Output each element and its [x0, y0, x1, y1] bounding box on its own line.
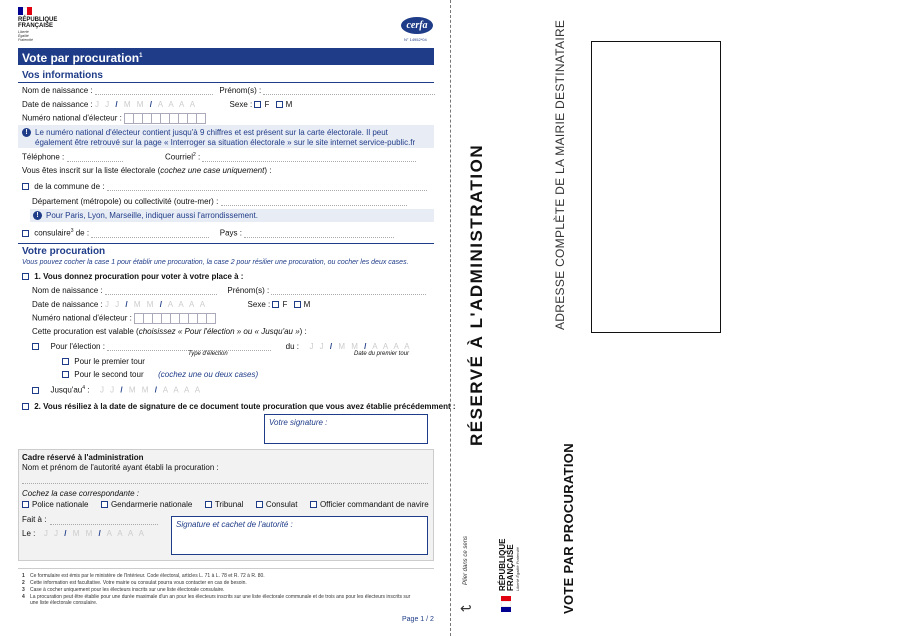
fait-a-row: Fait à : [22, 515, 47, 524]
date-naissance-input[interactable]: J J / M M / A A A A [94, 100, 198, 109]
section-divider [18, 82, 434, 83]
admin-date-input[interactable]: J J / M M / A A A A [43, 529, 146, 538]
second-tour-checkbox[interactable] [62, 371, 69, 378]
admin-title: Cadre réservé à l'administration [22, 453, 144, 462]
plier-label: Plier dans ce sens [463, 535, 469, 585]
departement-row: Département (métropole) ou collectivité (outre-mer) : [32, 197, 407, 206]
nne-row: Numéro national d'électeur : [22, 113, 206, 124]
footnote-4: 4 La procuration peut être établie pour une durée maximale d'un an pour les électeurs inscrits sur une liste électorale communale et de trois ans pour les électeurs inscrits sur [22, 594, 411, 600]
consulat-checkbox[interactable] [256, 501, 263, 508]
departement-input[interactable] [221, 197, 407, 206]
inscrit-row: Vous êtes inscrit sur la liste électorale (cochez une case uniquement) : [22, 166, 272, 175]
arrondissement-info: ! Pour Paris, Lyon, Marseille, indiquer aussi l'arrondissement. [33, 211, 258, 220]
procuration-instructions: Vous pouvez cocher la case 1 pour établir une procuration, la case 2 pour résilier une procuration, ou cocher les deux cases. [22, 259, 409, 266]
adresse-mairie-label: ADRESSE COMPLÈTE DE LA MAIRIE DESTINATAIRE [553, 19, 567, 330]
courriel-input[interactable] [202, 153, 416, 162]
gendarmerie-checkbox[interactable] [101, 501, 108, 508]
nom-row: Nom de naissance : Prénom(s) : [22, 86, 435, 95]
vote-par-procuration-label: VOTE PAR PROCURATION [561, 443, 576, 614]
autorite-options: Police nationale Gendarmerie nationale Tribunal Consulat Officier commandant de navire [22, 500, 429, 509]
form-title: Vote par procuration$^1$ [18, 48, 434, 65]
sexe-f-checkbox[interactable] [254, 101, 261, 108]
page-number: Page 1 / 2 [402, 616, 434, 623]
footnote-4-cont: une liste électorale consulaire. [30, 600, 98, 606]
pays-input[interactable] [244, 229, 394, 238]
valable-row: Cette procuration est valable (choisissez « Pour l'élection » ou « Jusqu'au ») : [32, 327, 307, 336]
mandataire-nne-input[interactable] [134, 313, 216, 324]
date-premier-tour-caption: Date du premier tour [354, 351, 410, 357]
date-row: Date de naissance : J J / M M / A A A A Sexe : F M [22, 100, 293, 109]
autorite-label: Nom et prénom de l'autorité ayant établi la procuration : [22, 463, 219, 472]
info-text: ! Le numéro national d'électeur contient jusqu'à 9 chiffres et est présent sur la carte électorale. Il peut [22, 128, 388, 137]
option1-checkbox[interactable] [22, 273, 29, 280]
commune-checkbox[interactable] [22, 183, 29, 190]
mandataire-nom-input[interactable] [105, 286, 217, 295]
marianne-flag-icon [501, 596, 511, 612]
tribunal-checkbox[interactable] [205, 501, 212, 508]
mandataire-prenom-input[interactable] [271, 286, 426, 295]
contact-row: Téléphone : Courriel$^2$ : [22, 152, 416, 162]
nne-input[interactable] [124, 113, 206, 124]
premier-tour-checkbox[interactable] [62, 358, 69, 365]
info-icon: ! [33, 211, 42, 220]
consulaire-checkbox[interactable] [22, 230, 29, 237]
date-premier-tour-input[interactable]: J J / M M / A A A A [309, 342, 412, 351]
nom-input[interactable] [95, 86, 213, 95]
fold-arrow-icon: ↩ [460, 600, 472, 616]
consulaire-row: consulaire$^3$ de : Pays : [22, 228, 394, 238]
option1-row: 1. Vous donnez procuration pour voter à votre place à : [22, 272, 243, 281]
reserve-admin-label: RÉSERVÉ À L'ADMINISTRATION [467, 143, 486, 446]
mandataire-date-row: Date de naissance : J J / M M / A A A A Sexe : F M [32, 300, 311, 309]
option2-checkbox[interactable] [22, 403, 29, 410]
le-row: Le : J J / M M / A A A A [22, 529, 146, 538]
footnote-2: 2 Cette information est facultative. Votre mairie ou consulat pourra vous contacter en cas de besoin. [22, 580, 247, 586]
option2-row: 2. Vous résiliez à la date de signature de ce document toute procuration que vous avez établie précédemment : [22, 402, 456, 411]
jusquau-date-input[interactable]: J J / M M / A A A A [99, 385, 203, 395]
republic-name: RÉPUBLIQUE FRANÇAISE [18, 17, 58, 29]
section-title-votre-procuration: Votre procuration [22, 246, 106, 257]
jusquau-checkbox[interactable] [32, 387, 39, 394]
fait-a-input[interactable] [50, 524, 158, 525]
commune-input[interactable] [107, 182, 427, 191]
police-nationale-checkbox[interactable] [22, 501, 29, 508]
mandataire-sexe-m-checkbox[interactable] [294, 301, 301, 308]
signature-cachet-box[interactable]: Signature et cachet de l'autorité : [171, 516, 428, 555]
officier-navire-checkbox[interactable] [310, 501, 317, 508]
republic-logo-vertical: RÉPUBLIQUE FRANÇAISE Liberté Égalité Fraternité [499, 539, 520, 612]
prenom-input[interactable] [263, 86, 435, 95]
pour-election-row: Pour l'élection : du : J J / M M / A A A A [32, 342, 412, 351]
type-election-caption: Type d'élection [188, 351, 228, 357]
envelope-panel [451, 0, 900, 636]
marianne-flag-icon [18, 7, 32, 15]
commune-row: de la commune de : [22, 182, 427, 191]
republic-motto: Liberté Égalité Fraternité [18, 30, 33, 42]
autorite-input[interactable] [22, 483, 428, 484]
telephone-input[interactable] [67, 153, 123, 162]
sexe-m-checkbox[interactable] [276, 101, 283, 108]
adresse-mairie-box[interactable] [591, 41, 721, 333]
consulaire-input[interactable] [91, 229, 209, 238]
form-page: RÉPUBLIQUE FRANÇAISE Liberté Égalité Fraternité cerfa N° 14952*04 Vote par procuration$^1$ Vos informations Nom de naissance : Prénom(s) : Date de naissance : J J / M M / A A A A Sexe : F M Numéro national d'électeur : ! Le numéro national d'électeur contient jusqu'à 9 chiffres et est présent sur la carte électorale. Il peut également être retrouvé sur la page « Interroger sa situation électorale » sur le site internet service-public.fr Téléphone : Courriel$^2$ : Vous êtes inscrit sur la liste électorale (cochez une case uniquement) : de la commune de : Département (métropole) ou collectivité (outre-mer) : ! Pour Paris, Lyon, Marseille, indiquer aussi l'arrondissement. consulaire$^3$ de : Pays : Votre procuration Vous pouvez cocher la case 1 pour établir une procuration, la case 2 pour résilier une procuration, ou cocher les deux cases. 1. Vous donnez procuration pour voter à votre place à : Nom de naissance : Prénom(s) : Date de naissance : J J / M M / A A A A Sexe : F M Numéro national d'électeur : Cette procuration est valable (choisissez « Pour l'élection » ou « Jusqu'au ») : Pour l'élection : du : J J / M M / A A A A Type d'élection Date du premier tour Pour le premier tour Pour le second tour (cochez une ou deux cases) $Jusqu'au^4$ : J J / M M / A A A A 2. Vous résiliez à la date de signature de ce document toute procuration que vous avez établie précédemment : Votre signature : Cadre réservé à l'administration Nom et prénom de l'autorité ayant établi la procuration : Cochez la case correspondante : Police nationale Gendarmerie nationale Tribunal Consulat Officier commandant de navire Fait à : Le : J J / M M / A A A A Signature et cachet de l'autorité : 1 Ce formulaire est émis par le ministère de l'Intérieur. Code électoral, articles L. 71 à L. 78 et R. 72 à R. 80. 2 Cette information est facultative. Votre mairie ou consulat pourra vous contacter en cas de besoin. 3 Case à cocher uniquement pour les électeurs inscrits sur une liste électorale consulaire. 4 La procuration peut être établie pour une durée maximale d'un an pour les électeurs inscrits sur une liste électorale communale et de trois ans pour les électeurs inscrits sur une liste électorale consulaire. Page 1 / 2 [0, 0, 450, 636]
footnote-3: 3 Case à cocher uniquement pour les électeurs inscrits sur une liste électorale consulaire. [22, 587, 225, 593]
mandataire-date-input[interactable]: J J / M M / A A A A [104, 300, 208, 309]
cerfa-logo: cerfa [401, 17, 433, 34]
section-title-vos-informations: Vos informations [22, 70, 103, 81]
pour-election-checkbox[interactable] [32, 343, 39, 350]
jusquau-row: $Jusqu'au^4$ : J J / M M / A A A A [32, 385, 202, 395]
mandataire-nne-row: Numéro national d'électeur : [32, 313, 216, 324]
section-divider [18, 243, 434, 244]
mandataire-sexe-f-checkbox[interactable] [272, 301, 279, 308]
premier-tour-row: Pour le premier tour [62, 357, 145, 366]
cerfa-number: N° 14952*04 [404, 37, 427, 42]
mandataire-nom-row: Nom de naissance : Prénom(s) : [32, 286, 426, 295]
cochez-label: Cochez la case correspondante : [22, 489, 139, 498]
votre-signature-box[interactable]: Votre signature : [264, 414, 428, 444]
footnote-1: 1 Ce formulaire est émis par le ministère de l'Intérieur. Code électoral, articles L. 71 à L. 78 et R. 72 à R. 80. [22, 573, 265, 579]
info-icon: ! [22, 128, 31, 137]
second-tour-row: Pour le second tour (cochez une ou deux cases) [62, 370, 258, 379]
footnote-divider [18, 568, 434, 569]
type-election-input[interactable] [107, 342, 271, 351]
